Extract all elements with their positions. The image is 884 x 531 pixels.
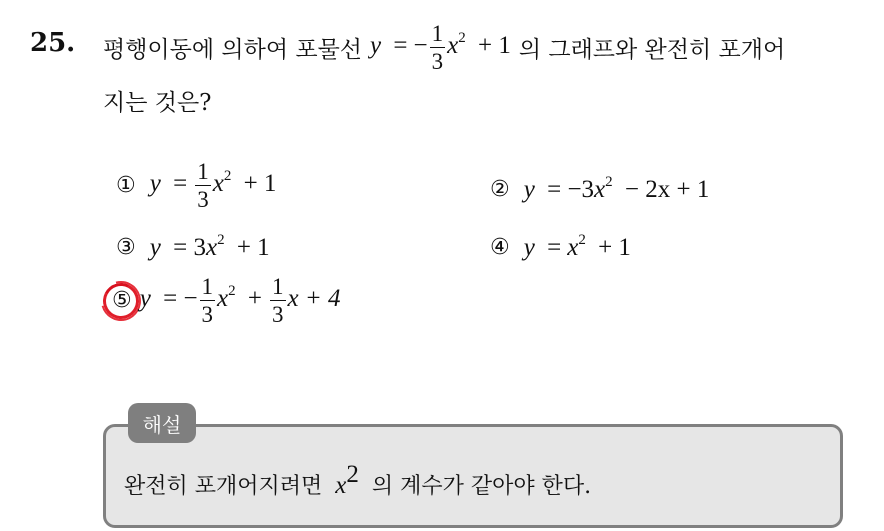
stem-prefix: 평행이동에 의하여 포물선	[103, 37, 363, 63]
option-formula: $y = x^2 + 1$	[523, 232, 631, 261]
question-stem-line2: 지는 것은?	[103, 90, 212, 116]
explanation-label: 해설	[128, 403, 196, 443]
option-2[interactable]	[490, 174, 709, 204]
eq-var: x	[447, 32, 459, 60]
option-5[interactable]	[112, 275, 340, 326]
eq-rest: + 1	[477, 32, 511, 60]
option-marker: ①	[116, 173, 136, 198]
option-formula: y = − $\frac{1}{3}$ $x^2$ + $\frac{1}{3}$ x + 4	[139, 274, 341, 327]
eq-sign: =	[393, 32, 408, 60]
stem-suffix: 의 그래프와 완전히 포개어	[518, 37, 786, 63]
option-marker: ③	[116, 234, 136, 260]
eq-lhs: y	[370, 32, 382, 60]
option-1[interactable]	[116, 160, 276, 211]
question-stem-line1	[103, 22, 785, 73]
option-marker: ②	[490, 176, 510, 202]
eq-fraction: $\frac{1}{3}$	[431, 21, 444, 74]
explanation-text: 완전히 포개어지려면 $x^2$ 의 계수가 같아야 한다.	[124, 461, 592, 499]
option-marker: ⑤	[112, 288, 132, 313]
option-3[interactable]	[116, 232, 270, 262]
eq-exp: 2	[458, 30, 466, 47]
option-marker: ④	[490, 234, 510, 260]
stem-equation	[370, 22, 511, 73]
option-formula: y = $\frac{1}{3}$ $x^2 + 1$	[149, 159, 277, 212]
eq-minus: −	[413, 32, 428, 60]
option-4[interactable]	[490, 232, 631, 262]
option-formula: $y = 3x^2 + 1$	[149, 232, 270, 261]
question-number: 25.	[30, 28, 76, 58]
option-formula: $y = -3x^2 - 2x + 1$	[523, 174, 710, 203]
